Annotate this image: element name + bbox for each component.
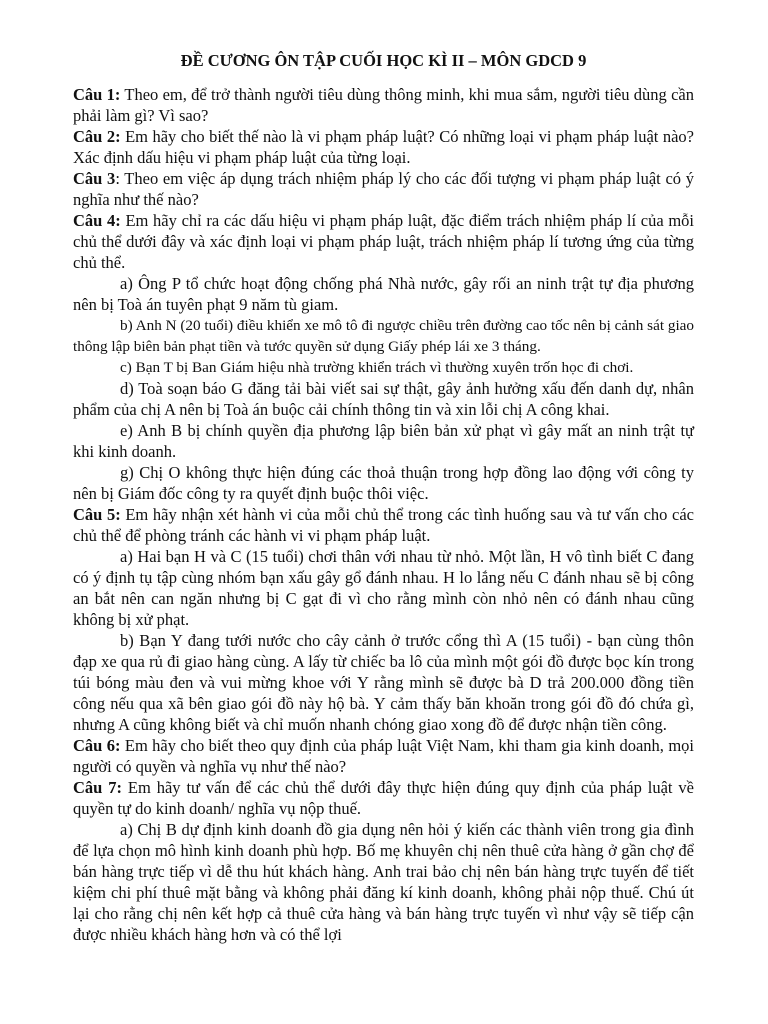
question-4-item-b: b) Anh N (20 tuổi) điều khiển xe mô tô đi ngược chiều trên đường cao tốc nên bị cảnh sát giao thông lập biên bản phạt tiền và tước quyền sử dụng Giấy phép lái xe 3 tháng. [73, 317, 694, 355]
question-label: Câu 7: [73, 778, 122, 797]
question-4-item-e: e) Anh B bị chính quyền địa phương lập biên bản xử phạt vì gây mất an ninh trật tự khi kinh doanh. [73, 421, 694, 461]
question-text: : Theo em việc áp dụng trách nhiệm pháp lý cho các đối tượng vi phạm pháp luật có ý nghĩa như thế nào? [73, 169, 695, 209]
question-4 [73, 210, 694, 273]
question-text: Em hãy cho biết thế nào là vi phạm pháp luật? Có những loại vi phạm pháp luật nào? Xác định dấu hiệu vi phạm pháp luật của từng loại. [73, 127, 694, 167]
question-1 [73, 84, 694, 126]
question-label: Câu 3 [73, 169, 116, 188]
question-text: Em hãy tư vấn để các chủ thể dưới đây thực hiện đúng quy định của pháp luật về quyền tự do kinh doanh/ nghĩa vụ nộp thuế. [73, 778, 694, 818]
question-4-item-a: a) Ông P tổ chức hoạt động chống phá Nhà nước, gây rối an ninh trật tự địa phương nên bị Toà án tuyên phạt 9 năm tù giam. [73, 274, 694, 314]
document-page [73, 50, 694, 945]
question-label: Câu 5: [73, 505, 121, 524]
question-4-item-g: g) Chị O không thực hiện đúng các thoả thuận trong hợp đồng lao động với công ty nên bị Giám đốc công ty ra quyết định buộc thôi việc. [73, 463, 694, 503]
document-title: ĐỀ CƯƠNG ÔN TẬP CUỐI HỌC KÌ II – MÔN GDCD 9 [180, 51, 587, 70]
question-7 [73, 777, 694, 819]
question-label: Câu 4: [73, 211, 121, 230]
question-text: Em hãy cho biết theo quy định của pháp luật Việt Nam, khi tham gia kinh doanh, mọi người có quyền và nghĩa vụ như thế nào? [73, 736, 694, 776]
question-4-item-d: d) Toà soạn báo G đăng tải bài viết sai sự thật, gây ảnh hưởng xấu đến danh dự, nhân phẩm của chị A nên bị Toà án buộc cải chính thông tin và xin lỗi chị A công khai. [73, 379, 694, 419]
question-5-item-b: b) Bạn Y đang tưới nước cho cây cảnh ở trước cổng thì A (15 tuổi) - bạn cùng thôn đạp xe qua rủ đi giao hàng cùng. A lấy từ chiếc ba lô của mình một gói đồ được bọc kín trong túi bóng màu đen và vui mừng khoe với Y rằng mình sẽ được bà D trả 200.000 đồng tiền công nếu qua xã bên giao gói đồ này hộ bà. Y cảm thấy băn khoăn trong gói đồ đó chứa gì, nhưng A cũng không biết và chỉ muốn nhanh chóng giao xong đồ để được nhận tiền công. [73, 631, 694, 734]
question-5-item-a: a) Hai bạn H và C (15 tuổi) chơi thân với nhau từ nhỏ. Một lần, H vô tình biết C đang có ý định tụ tập cùng nhóm bạn xấu gây gổ đánh nhau. H lo lắng nếu C đánh nhau sẽ bị công an bắt nên can ngăn nhưng bị C gạt đi vì cho rằng mình còn nhỏ nên có đánh nhau cũng không bị xử phạt. [73, 547, 694, 629]
question-label: Câu 1: [73, 85, 121, 104]
question-5 [73, 504, 694, 546]
question-text: Em hãy nhận xét hành vi của mỗi chủ thể trong các tình huống sau và tư vấn cho các chủ thể để phòng tránh các hành vi vi phạm pháp luật. [73, 505, 694, 545]
question-label: Câu 6: [73, 736, 121, 755]
question-text: Em hãy chỉ ra các dấu hiệu vi phạm pháp luật, đặc điểm trách nhiệm pháp lí của mỗi chủ thể dưới đây và xác định loại vi phạm pháp luật, trách nhiệm pháp lí tương ứng của từng chủ thể. [73, 211, 695, 272]
question-label: Câu 2: [73, 127, 121, 146]
question-3 [73, 168, 694, 210]
question-4-item-c: c) Bạn T bị Ban Giám hiệu nhà trường khiển trách vì thường xuyên trốn học đi chơi. [120, 359, 634, 376]
question-6 [73, 735, 694, 777]
question-text: Theo em, để trở thành người tiêu dùng thông minh, khi mua sắm, người tiêu dùng cần phải làm gì? Vì sao? [73, 85, 694, 125]
question-7-item-a: a) Chị B dự định kinh doanh đồ gia dụng nên hỏi ý kiến các thành viên trong gia đình để lựa chọn mô hình kinh doanh phù hợp. Bố mẹ khuyên chị nên thuê cửa hàng ở gần chợ để bán hàng trực tiếp vì dễ thu hút khách hàng. Anh trai bảo chị nên bán hàng trực tuyến để tiết kiệm chi phí thuê mặt bằng và không phải đăng kí kinh doanh, không phải nộp thuế. Chú út lại cho rằng chị nên kết hợp cả thuê cửa hàng và bán hàng trực tuyến vì như vậy sẽ tiếp cận được nhiều khách hàng hơn và có thể lợi [73, 820, 694, 944]
question-2 [73, 126, 694, 168]
